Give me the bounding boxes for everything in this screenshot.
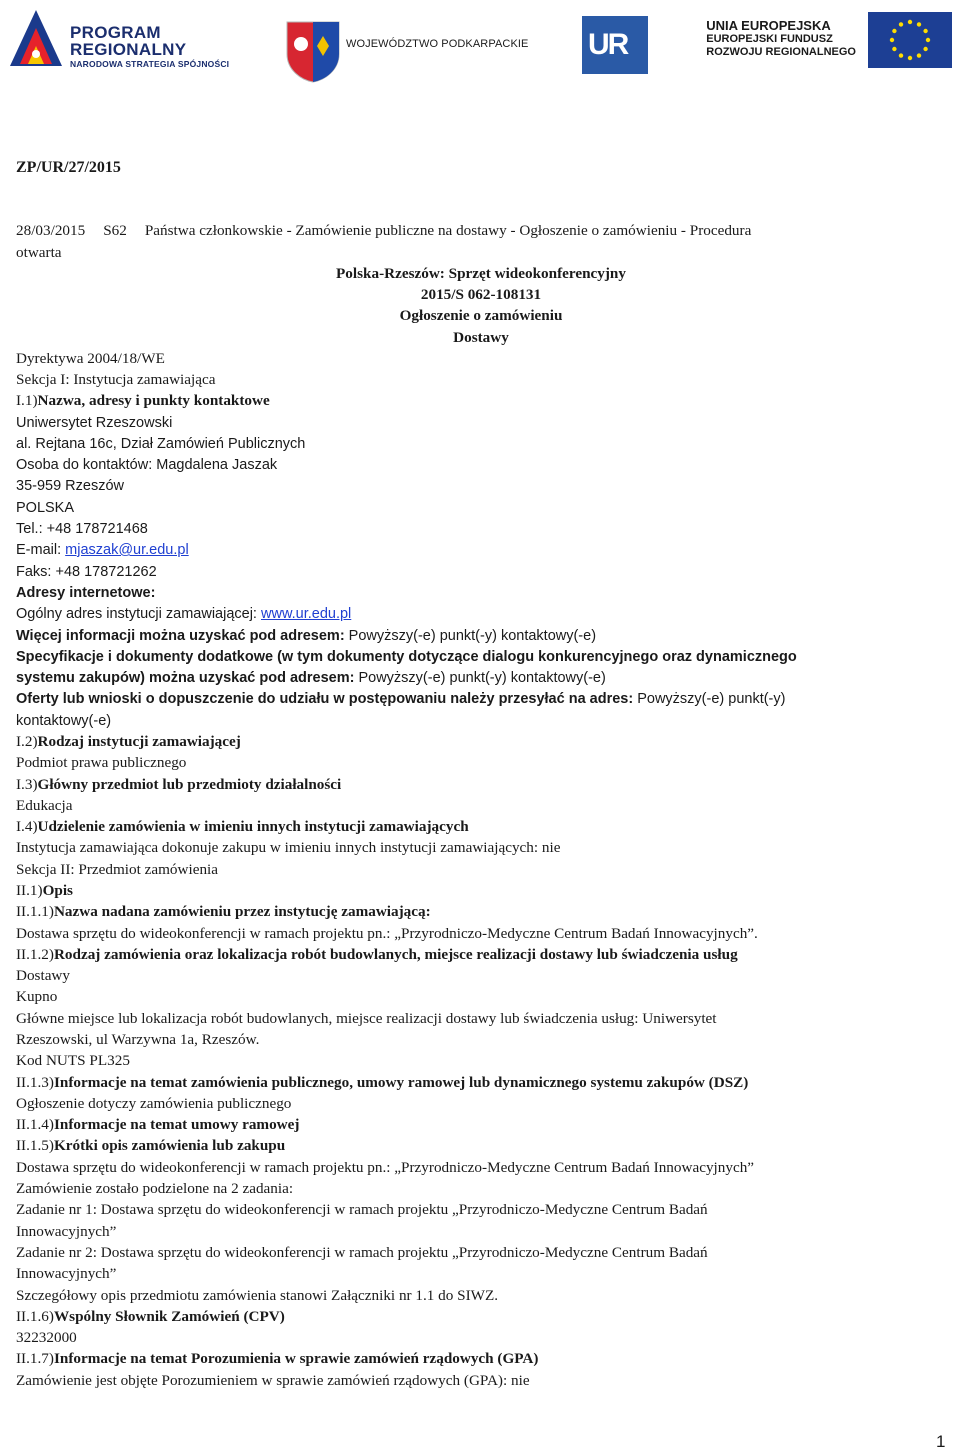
ii15-value-5: Zadanie nr 2: Dostawa sprzętu do wideokonferencji w ramach projektu „Przyrodniczo-Medyczne Centrum Badań [16,1244,708,1261]
i4-value: Instytucja zamawiająca dokonuje zakupu w imieniu innych instytucji zamawiających: nie [16,839,561,856]
eu-fund-text [706,18,856,59]
web-line [16,604,351,624]
country: POLSKA [16,500,75,516]
ii15-heading [16,1136,285,1156]
program-regionalny-logo [6,6,66,76]
more-info [16,626,596,646]
ii15-value-3: Zadanie nr 1: Dostawa sprzętu do wideokonferencji w ramach projektu „Przyrodniczo-Medyczne Centrum Badań [16,1201,708,1218]
i1-heading [16,391,270,411]
ii13-title: Informacje na temat zamówienia publicznego, umowy ramowej lub dynamicznego systemu zakupów (DSZ) [53,1074,749,1091]
university-logo: UR [582,16,648,74]
notice-title: Polska-Rzeszów: Sprzęt wideokonferencyjny [336,265,626,282]
i1-number: I.1) [16,392,38,409]
i3-heading [16,775,341,795]
ii16-number: II.1.6) [16,1308,54,1325]
ii14-title: Informacje na temat umowy ramowej [53,1116,300,1133]
ii11-value: Dostawa sprzętu do wideokonferencji w ramach projektu pn.: „Przyrodniczo-Medyczne Centrum Badań Innowacyjnych”. [16,925,758,942]
offers-line1 [16,689,785,709]
ii12-number: II.1.2) [16,946,54,963]
ii14-number: II.1.4) [16,1116,54,1133]
i2-heading [16,732,241,752]
notice-category: Dostawy [453,329,509,346]
ii15-value-6: Innowacyjnych” [16,1265,117,1282]
ii16-value: 32232000 [16,1329,77,1346]
ii15-value-7: Szczegółowy opis przedmiotu zamówienia stanowi Załączniki nr 1.1 do SIWZ. [16,1287,499,1304]
section-1-heading: Sekcja I: Instytucja zamawiająca [16,371,216,388]
contact-person: Osoba do kontaktów: Magdalena Jaszak [16,457,278,473]
i3-number: I.3) [16,776,38,793]
logo-bar [0,0,960,90]
i1-title: Nazwa, adresy i punkty kontaktowe [37,392,270,409]
notice-type: Ogłoszenie o zamówieniu [399,307,563,324]
ii15-value-1: Dostawa sprzętu do wideokonferencji w ramach projektu pn.: „Przyrodniczo-Medyczne Centrum Badań Innowacyjnych” [16,1159,755,1176]
eu-line2: EUROPEJSKI FUNDUSZ [706,33,833,45]
ii1-heading [16,881,73,901]
ii17-value: Zamówienie jest objęte Porozumieniem w sprawie zamówień rządowych (GPA): nie [16,1372,530,1389]
spec-line2 [16,668,606,688]
program-line2: REGIONALNY [70,40,187,59]
program-regionalny-text [70,24,229,70]
telephone: Tel.: +48 178721468 [16,521,148,537]
i2-number: I.2) [16,733,38,750]
more-info-label: Więcej informacji można uzyskać pod adresem: [16,628,349,644]
page-number: 1 [936,1432,946,1451]
ii1-number: II.1) [16,882,43,899]
ii12-value-4: Rzeszowski, ul Warzywna 1a, Rzeszów. [16,1031,260,1048]
email-link[interactable]: mjaszak@ur.edu.pl [65,542,189,558]
organization-address: al. Rejtana 16c, Dział Zamówień Publicznych [16,436,306,452]
ii1-title: Opis [42,882,73,899]
spec-label: systemu zakupów) można uzyskać pod adresem: [16,670,359,686]
eu-flag-icon [868,12,952,68]
ii12-heading [16,945,738,965]
more-info-value: Powyższy(-e) punkt(-y) kontaktowy(-e) [348,628,597,644]
section-2-heading: Sekcja II: Przedmiot zamówienia [16,861,219,878]
podkarpackie-crest [285,20,341,84]
eu-line3: ROZWOJU REGIONALNEGO [706,46,856,58]
ii13-heading [16,1073,748,1093]
ii12-title: Rodzaj zamówienia oraz lokalizacja robót budowlanych, miejsce realizacji dostawy lub świadczenia usług [53,946,738,963]
ii11-title: Nazwa nadana zamówieniu przez instytucję zamawiającą: [53,903,431,920]
postal-address: 35-959 Rzeszów [16,478,124,494]
ii13-value: Ogłoszenie dotyczy zamówienia publicznego [16,1095,292,1112]
directive: Dyrektywa 2004/18/WE [16,350,165,367]
ii12-value-3: Główne miejsce lub lokalizacja robót budowlanych, miejsce realizacji dostawy lub świadczenia usług: Uniwersytet [16,1010,717,1027]
ii16-title: Wspólny Słownik Zamówień (CPV) [53,1308,285,1325]
email-label: E-mail: [16,542,66,558]
ii17-heading [16,1349,538,1369]
web-heading: Adresy internetowe: [16,585,156,601]
spec-line1: Specyfikacje i dokumenty dodatkowe (w tym dokumenty dotyczące dialogu konkurencyjnego oraz dynamicznego [16,649,797,665]
region-label: WOJEWÓDZTWO PODKARPACKIE [346,38,529,50]
fax: Faks: +48 178721262 [16,564,157,580]
publication-series: S62 [103,222,127,239]
i2-title: Rodzaj instytucji zamawiającej [37,733,241,750]
organization-name: Uniwersytet Rzeszowski [16,415,173,431]
reference-number: ZP/UR/27/2015 [16,159,121,176]
offers-value: Powyższy(-e) punkt(-y) [637,691,786,707]
i3-title: Główny przedmiot lub przedmioty działalności [37,776,342,793]
i4-number: I.4) [16,818,38,835]
publication-title: Państwa członkowskie - Zamówienie publiczne na dostawy - Ogłoszenie o zamówieniu - Procedura [144,222,752,239]
email-line [16,540,189,560]
ii11-number: II.1.1) [16,903,54,920]
notice-number: 2015/S 062-108131 [420,286,542,303]
offers-line2: kontaktowy(-e) [16,713,112,729]
ii17-title: Informacje na temat Porozumienia w sprawie zamówień rządowych (GPA) [53,1350,539,1367]
ii12-value-5: Kod NUTS PL325 [16,1052,130,1069]
program-line3: NARODOWA STRATEGIA SPÓJNOŚCI [70,59,230,69]
offers-label: Oferty lub wnioski o dopuszczenie do udziału w postępowaniu należy przesyłać na adres: [16,691,638,707]
ii16-heading [16,1307,285,1327]
program-line1: PROGRAM [70,23,161,42]
ii17-number: II.1.7) [16,1350,54,1367]
ii14-heading [16,1115,299,1135]
publication-title-cont: otwarta [16,244,62,261]
ii15-title: Krótki opis zamówienia lub zakupu [53,1137,286,1154]
publication-line [16,221,751,241]
ii11-heading [16,902,431,922]
ii12-value-1: Dostawy [16,967,70,984]
spec-value: Powyższy(-e) punkt(-y) kontaktowy(-e) [358,670,606,686]
web-label: Ogólny adres instytucji zamawiającej: [16,606,261,622]
ii15-number: II.1.5) [16,1137,54,1154]
ii12-value-2: Kupno [16,988,58,1005]
i2-value: Podmiot prawa publicznego [16,754,187,771]
ii13-number: II.1.3) [16,1074,54,1091]
eu-line1: UNIA EUROPEJSKA [706,18,831,33]
publication-date: 28/03/2015 [16,222,86,239]
i4-title: Udzielenie zamówienia w imieniu innych instytucji zamawiających [37,818,469,835]
web-link[interactable]: www.ur.edu.pl [261,606,352,622]
i4-heading [16,817,469,837]
ii15-value-4: Innowacyjnych” [16,1223,117,1240]
ii15-value-2: Zamówienie zostało podzielone na 2 zadania: [16,1180,294,1197]
i3-value: Edukacja [16,797,73,814]
